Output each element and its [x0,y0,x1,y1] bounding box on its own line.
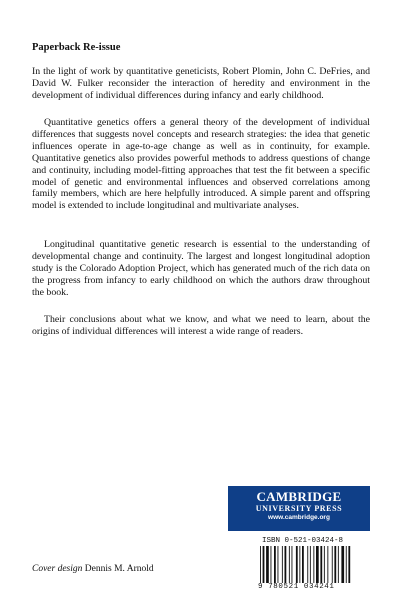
barcode-bar [327,546,328,584]
barcode-bar [310,546,311,584]
barcode-bar [285,546,287,584]
barcode-bar [332,546,333,584]
publisher-logo-block [228,486,370,531]
barcode-bar [266,546,269,584]
isbn-label: ISBN 0-521-03424-8 [262,537,344,545]
barcode-digits: 9 780521 034241 [258,583,370,592]
barcode-bar [348,546,350,584]
barcode-bar [346,546,347,584]
barcode-bar [289,546,290,584]
paragraph-4: Their conclusions about what we know, and what we need to learn, about the origins of individual differences will interest a wide range of readers. [32,314,370,337]
barcode-bar [263,546,265,584]
barcode-bar [274,546,276,584]
barcode-bar [296,546,298,584]
barcode-bar [302,546,304,584]
barcode-bar [313,546,314,584]
barcode-bar [260,546,261,584]
barcode-bar [320,546,322,584]
publisher-name: CAMBRIDGE [256,489,342,504]
barcode-bar [324,546,325,584]
barcode-bar [338,546,339,584]
barcode-bar [307,546,308,584]
paragraph-1: In the light of work by quantitative geneticists, Robert Plomin, John C. DeFries, and David W. Fulker reconsider the interaction of heredity and environment in the development of individual differences during infancy and early childhood. [32,66,370,101]
barcode [256,546,370,592]
section-heading: Paperback Re-issue [32,42,121,53]
barcode-bar [271,546,272,584]
cover-designer-name: Dennis M. Arnold [84,564,154,574]
barcode-bar [334,546,336,584]
publisher-subtitle: UNIVERSITY PRESS [255,504,343,513]
cover-design-credit [32,563,154,575]
barcode-bar [292,546,293,584]
paragraph-2: Quantitative genetics offers a general theory of the development of individual differences that suggests novel concepts and research strategies: the idea that genetic influences operate in age-to-age change as well as in continuity, for example. Quantitative genetics also provides powerful methods to address questions of change and continuity, including model-fitting approaches that test the fit between a specific model of genetic and environmental influences and observed correlations among family members, which are here helpfully introduced. A simple parent and offspring model is extended to include longitudinal and multivariate analyses. [32,117,370,212]
paragraph-3: Longitudinal quantitative genetic research is essential to the understanding of developmental change and continuity. The largest and longest longitudinal adoption study is the Colorado Adoption Project, which has generated much of the rich data on the progress from infancy to early childhood on which the authors draw throughout the book. [32,239,370,298]
barcode-bar [299,546,300,584]
barcode-graphic [256,546,370,586]
cover-design-label: Cover design [32,564,83,574]
publisher-url: www.cambridge.org [268,514,330,521]
barcode-bar [278,546,279,584]
barcode-bar [282,546,283,584]
barcode-bar [316,546,319,584]
barcode-bar [341,546,344,584]
